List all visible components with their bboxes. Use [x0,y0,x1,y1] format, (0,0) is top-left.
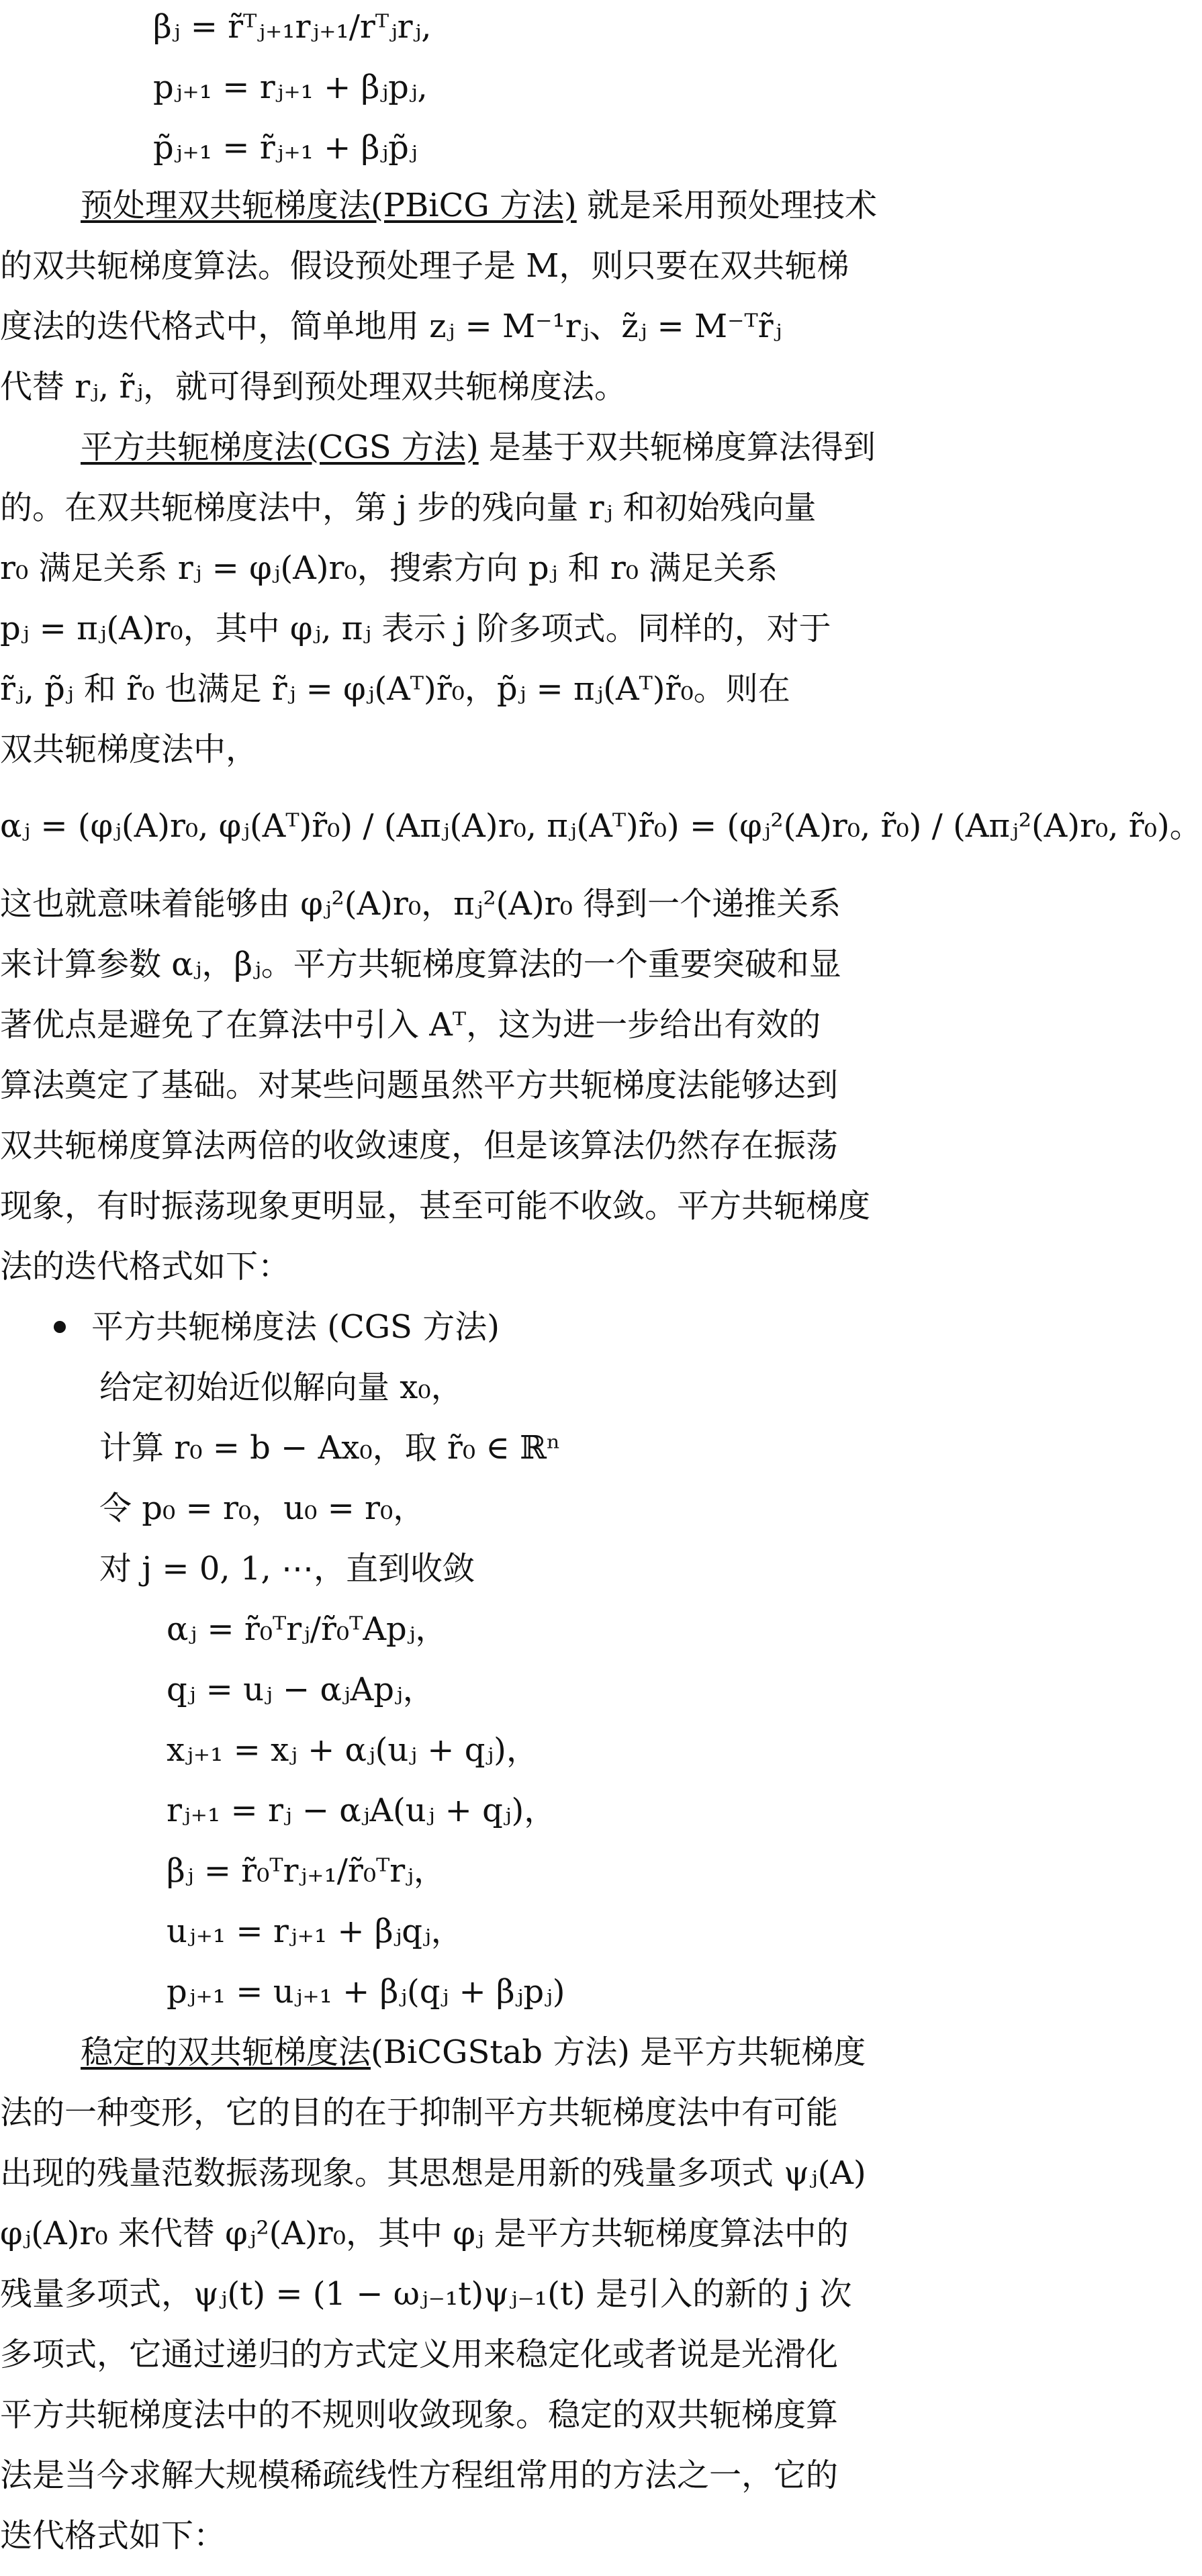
paragraph-cgs-line-2: 的。在双共轭梯度法中，第 j 步的残向量 rⱼ 和初始残向量 [0,489,817,526]
paragraph-bicgstab-line-5: 残量多项式，ψⱼ(t) = (1 − ωⱼ₋₁t)ψⱼ₋₁(t) 是引入的新的 j 次 [0,2275,852,2313]
algorithm-step-initial-guess: 给定初始近似解向量 x₀， [99,1369,463,1406]
paragraph-pbicg-line-3: 度法的迭代格式中，简单地用 zⱼ = M⁻¹rⱼ、z̃ⱼ = M⁻ᵀr̃ⱼ [0,308,782,345]
paragraph-cgs-line-12: 现象，有时振荡现象更明显，甚至可能不收敛。平方共轭梯度 [0,1187,871,1225]
term-bicgstab: 稳定的双共轭梯度法 [81,2033,371,2071]
paragraph-bicgstab-line-7: 平方共轭梯度法中的不规则收敛现象。稳定的双共轭梯度算 [0,2396,839,2434]
paragraph-bicgstab-line-8: 法是当今求解大规模稀疏线性方程组常用的方法之一，它的 [0,2456,839,2494]
paragraph-bicgstab-line-9: 迭代格式如下： [0,2517,226,2555]
paragraph-cgs-line-6: 双共轭梯度法中， [0,731,259,768]
equation-p-tilde-update: p̃ⱼ₊₁ = r̃ⱼ₊₁ + βⱼp̃ⱼ [153,129,418,167]
paragraph-bicgstab-line-3: 出现的残量范数振荡现象。其思想是用新的残量多项式 ψⱼ(A) [0,2154,866,2192]
equation-p-update: pⱼ₊₁ = rⱼ₊₁ + βⱼpⱼ, [153,68,428,106]
algorithm-eq-q: qⱼ = uⱼ − αⱼApⱼ， [167,1671,435,1708]
algorithm-step-loop: 对 j = 0, 1, ⋯，直到收敛 [99,1550,475,1588]
algorithm-eq-x: xⱼ₊₁ = xⱼ + αⱼ(uⱼ + qⱼ)， [167,1731,539,1769]
paragraph-pbicg-line-4: 代替 rⱼ, r̃ⱼ，就可得到预处理双共轭梯度法。 [0,368,627,406]
paragraph-cgs-line-1: 平方共轭梯度法(CGS 方法) 是基于双共轭梯度算法得到 [81,428,876,466]
paragraph-cgs-line-9: 著优点是避免了在算法中引入 Aᵀ，这为进一步给出有效的 [0,1006,821,1044]
paragraph-cgs-line-5: r̃ⱼ, p̃ⱼ 和 r̃₀ 也满足 r̃ⱼ = φⱼ(Aᵀ)r̃₀，p̃ⱼ = πⱼ(Aᵀ)r̃₀。则在 [0,670,790,708]
paragraph-cgs-line-7: 这也就意味着能够由 φⱼ²(A)r₀，πⱼ²(A)r₀ 得到一个递推关系 [0,885,841,923]
equation-alpha: αⱼ = (φⱼ(A)r₀, φⱼ(Aᵀ)r̃₀) / (Aπⱼ(A)r₀, πⱼ(Aᵀ)r̃₀) = (φⱼ²(A)r₀, r̃₀) / (Aπⱼ²(A)r₀, r̃₀)。 [0,807,1202,845]
bullet-icon [54,1321,66,1333]
algorithm-eq-p: pⱼ₊₁ = uⱼ₊₁ + βⱼ(qⱼ + βⱼpⱼ) [167,1973,565,2011]
algorithm-cgs-heading: 平方共轭梯度法 (CGS 方法) [0,1307,1028,1347]
paragraph-cgs-line-13: 法的迭代格式如下： [0,1248,291,1285]
paragraph-cgs-line-11: 双共轭梯度算法两倍的收敛速度，但是该算法仍然存在振荡 [0,1127,839,1164]
paragraph-pbicg-line-1: 预处理双共轭梯度法(PBiCG 方法) 就是采用预处理技术 [81,187,877,224]
algorithm-step-residual: 计算 r₀ = b − Ax₀，取 r̃₀ ∈ ℝⁿ [99,1429,561,1467]
paragraph-bicgstab-line-6: 多项式，它通过递归的方式定义用来稳定化或者说是光滑化 [0,2336,839,2373]
paragraph-cgs-line-8: 来计算参数 αⱼ，βⱼ。平方共轭梯度算法的一个重要突破和显 [0,946,841,983]
equation-beta-update: βⱼ = r̃ᵀⱼ₊₁rⱼ₊₁/rᵀⱼrⱼ, [153,8,432,46]
paragraph-cgs-line-3: r₀ 满足关系 rⱼ = φⱼ(A)r₀，搜索方向 pⱼ 和 r₀ 满足关系 [0,549,778,587]
paragraph-cgs-line-4: pⱼ = πⱼ(A)r₀，其中 φⱼ, πⱼ 表示 j 阶多项式。同样的，对于 [0,610,831,647]
term-cgs: 平方共轭梯度法(CGS 方法) [81,428,479,466]
paragraph-bicgstab-line-4: φⱼ(A)r₀ 来代替 φⱼ²(A)r₀，其中 φⱼ 是平方共轭梯度算法中的 [0,2215,849,2252]
algorithm-eq-u: uⱼ₊₁ = rⱼ₊₁ + βⱼqⱼ， [167,1913,463,1950]
algorithm-eq-beta: βⱼ = r̃₀ᵀrⱼ₊₁/r̃₀ᵀrⱼ， [167,1852,446,1890]
algorithm-eq-alpha: αⱼ = r̃₀ᵀrⱼ/r̃₀ᵀApⱼ， [167,1610,448,1648]
term-pbicg: 预处理双共轭梯度法(PBiCG 方法) [81,187,577,224]
algorithm-eq-r: rⱼ₊₁ = rⱼ − αⱼA(uⱼ + qⱼ)， [167,1792,557,1829]
paragraph-bicgstab-line-2: 法的一种变形，它的目的在于抑制平方共轭梯度法中有可能 [0,2094,839,2131]
paragraph-bicgstab-line-1: 稳定的双共轭梯度法(BiCGStab 方法) 是平方共轭梯度 [81,2033,866,2071]
paragraph-cgs-line-10: 算法奠定了基础。对某些问题虽然平方共轭梯度法能够达到 [0,1066,839,1104]
algorithm-step-init-p-u: 令 p₀ = r₀，u₀ = r₀， [99,1489,426,1527]
paragraph-pbicg-line-2: 的双共轭梯度算法。假设预处理子是 M，则只要在双共轭梯 [0,247,849,285]
